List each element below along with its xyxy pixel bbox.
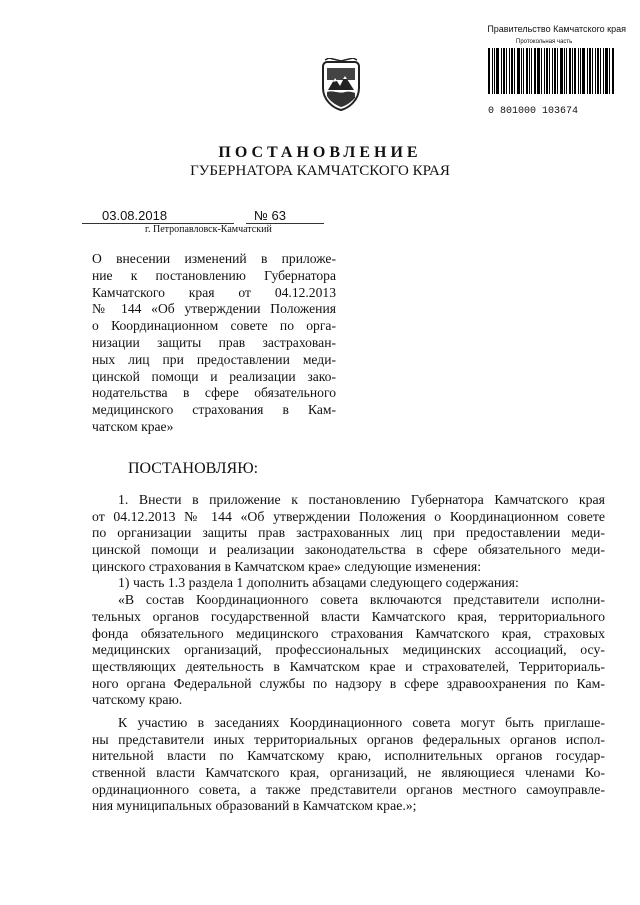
subject-line: ных лиц при предоставлении меди-	[92, 351, 336, 367]
coat-of-arms-icon	[319, 58, 363, 112]
document-place: г. Петропавловск-Камчатский	[145, 224, 272, 235]
barcode-bar	[523, 48, 524, 94]
barcode-bar	[609, 48, 610, 94]
barcode-bar	[541, 48, 542, 94]
barcode-bar	[587, 48, 588, 94]
subject-line: Камчатского края от 04.12.2013	[92, 284, 336, 300]
subject-line: № 144 «Об утверждении Положения	[92, 301, 336, 317]
body-line: «В состав Координационного совета включаются представители исполни-	[118, 592, 605, 608]
barcode-bar	[503, 48, 505, 94]
barcode-bar	[557, 48, 558, 94]
registration-stamp	[468, 24, 626, 117]
barcode-bar	[526, 48, 528, 94]
barcode-bar	[592, 48, 593, 94]
barcode-bar	[554, 48, 556, 94]
stamp-part: Протокольная часть	[516, 39, 573, 45]
barcode-bar	[549, 48, 550, 94]
barcode-bar	[544, 48, 545, 94]
document-title: ПОСТАНОВЛЕНИЕ	[218, 144, 422, 161]
barcode-bar	[600, 48, 601, 94]
resolve-heading: ПОСТАНОВЛЯЮ:	[128, 460, 259, 477]
barcode-bar	[492, 48, 493, 94]
barcode-bar	[509, 48, 510, 94]
barcode-bar	[496, 48, 499, 94]
barcode-bar	[517, 48, 520, 94]
barcode-bar	[574, 48, 576, 94]
body-line: от 04.12.2013 № 144 «Об утверждении Положения о Координационном совете	[92, 508, 605, 524]
barcode-bar	[552, 48, 553, 94]
barcode-bar	[572, 48, 573, 94]
body-line: ного органа Федеральной службы по надзору в сфере здравоохранения по Кам-	[92, 675, 605, 691]
body-line: ственной власти Камчатского края, организаций, не являющиеся членами Ко-	[92, 765, 605, 780]
subject-line: о Координационном совете по орга-	[92, 318, 336, 334]
barcode-number: 0 801000 103674	[488, 106, 579, 117]
barcode-bar	[546, 48, 548, 94]
barcode-bar	[612, 48, 614, 94]
barcode-bar	[603, 48, 604, 94]
barcode-bar	[537, 48, 540, 94]
stamp-organization: Правительство Камчатского края	[487, 24, 626, 34]
barcode-bars	[488, 48, 624, 94]
body-line: нительной власти по Камчатскому краю, исполнительных органов государ-	[92, 748, 605, 764]
barcode-bar	[582, 48, 585, 94]
document-body	[92, 492, 605, 815]
body-line: тельных органов государственной власти Камчатского края, территориального	[92, 608, 605, 624]
barcode-bar	[580, 48, 581, 94]
subject-line: низации защиты прав застрахован-	[92, 334, 336, 350]
body-line: К участию в заседаниях Координационного совета могут быть приглаше-	[118, 714, 605, 730]
document-date: 03.08.2018	[102, 208, 168, 223]
subject-line: О внесении изменений в приложе-	[92, 251, 336, 266]
barcode-bar	[511, 48, 513, 94]
body-line: 1) часть 1.3 раздела 1 дополнить абзацами следующего содержания:	[118, 575, 519, 591]
subject-line: нодательства в сфере обязательного	[92, 385, 336, 401]
barcode-bar	[578, 48, 579, 94]
barcode-bar	[501, 48, 502, 94]
document-subtitle: ГУБЕРНАТОРА КАМЧАТСКОГО КРАЯ	[190, 163, 450, 179]
barcode-bar	[488, 48, 490, 94]
barcode-bar	[534, 48, 536, 94]
subject-line: медицинского страхования в Кам-	[92, 402, 336, 418]
body-line: ны представители иных территориальных органов федеральных органов испол-	[92, 731, 605, 747]
barcode-bar	[589, 48, 591, 94]
document-number: № 63	[254, 208, 287, 223]
body-line: 1. Внести в приложение к постановлению Губернатора Камчатского края	[118, 492, 605, 507]
barcode-bar	[531, 48, 532, 94]
barcode-bar	[597, 48, 599, 94]
barcode-bar	[566, 48, 567, 94]
date-number-line	[82, 208, 325, 222]
barcode-bar	[514, 48, 515, 94]
barcode-bar	[564, 48, 565, 94]
barcode-bar	[569, 48, 571, 94]
barcode-bar	[494, 48, 495, 94]
body-line: цинской помощи и реализации законодательства в сфере обязательного меди-	[92, 542, 605, 558]
body-line: по организации защиты прав застрахованных лиц при предоставлении меди-	[92, 525, 605, 541]
barcode-bar	[521, 48, 522, 94]
barcode-bar	[595, 48, 596, 94]
body-line: чатскому краю.	[92, 692, 183, 708]
body-line: ществляющих деятельность в Камчатском крае и страхователей, Территориаль-	[92, 658, 605, 674]
barcode-bar	[529, 48, 530, 94]
body-line: медицинских организаций, профессиональных медицинских ассоциаций, осу-	[92, 642, 605, 658]
barcode-bar	[560, 48, 563, 94]
body-line: фонда обязательного медицинского страхования Камчатского края, страховых	[92, 625, 605, 641]
barcode-bar	[605, 48, 608, 94]
body-line: ординационного совета, а также представители органов местного самоуправле-	[92, 781, 605, 797]
body-line: ния муниципальных образований в Камчатском крае.»;	[92, 798, 417, 814]
document-subject	[92, 251, 336, 436]
barcode	[488, 48, 624, 117]
subject-line: ние к постановлению Губернатора	[92, 267, 336, 283]
barcode-bar	[506, 48, 507, 94]
subject-line: чатском крае»	[92, 418, 174, 434]
subject-line: цинской помощи и реализации зако-	[92, 368, 336, 384]
body-line: цинского страхования в Камчатском крае» следующие изменения:	[92, 558, 482, 574]
